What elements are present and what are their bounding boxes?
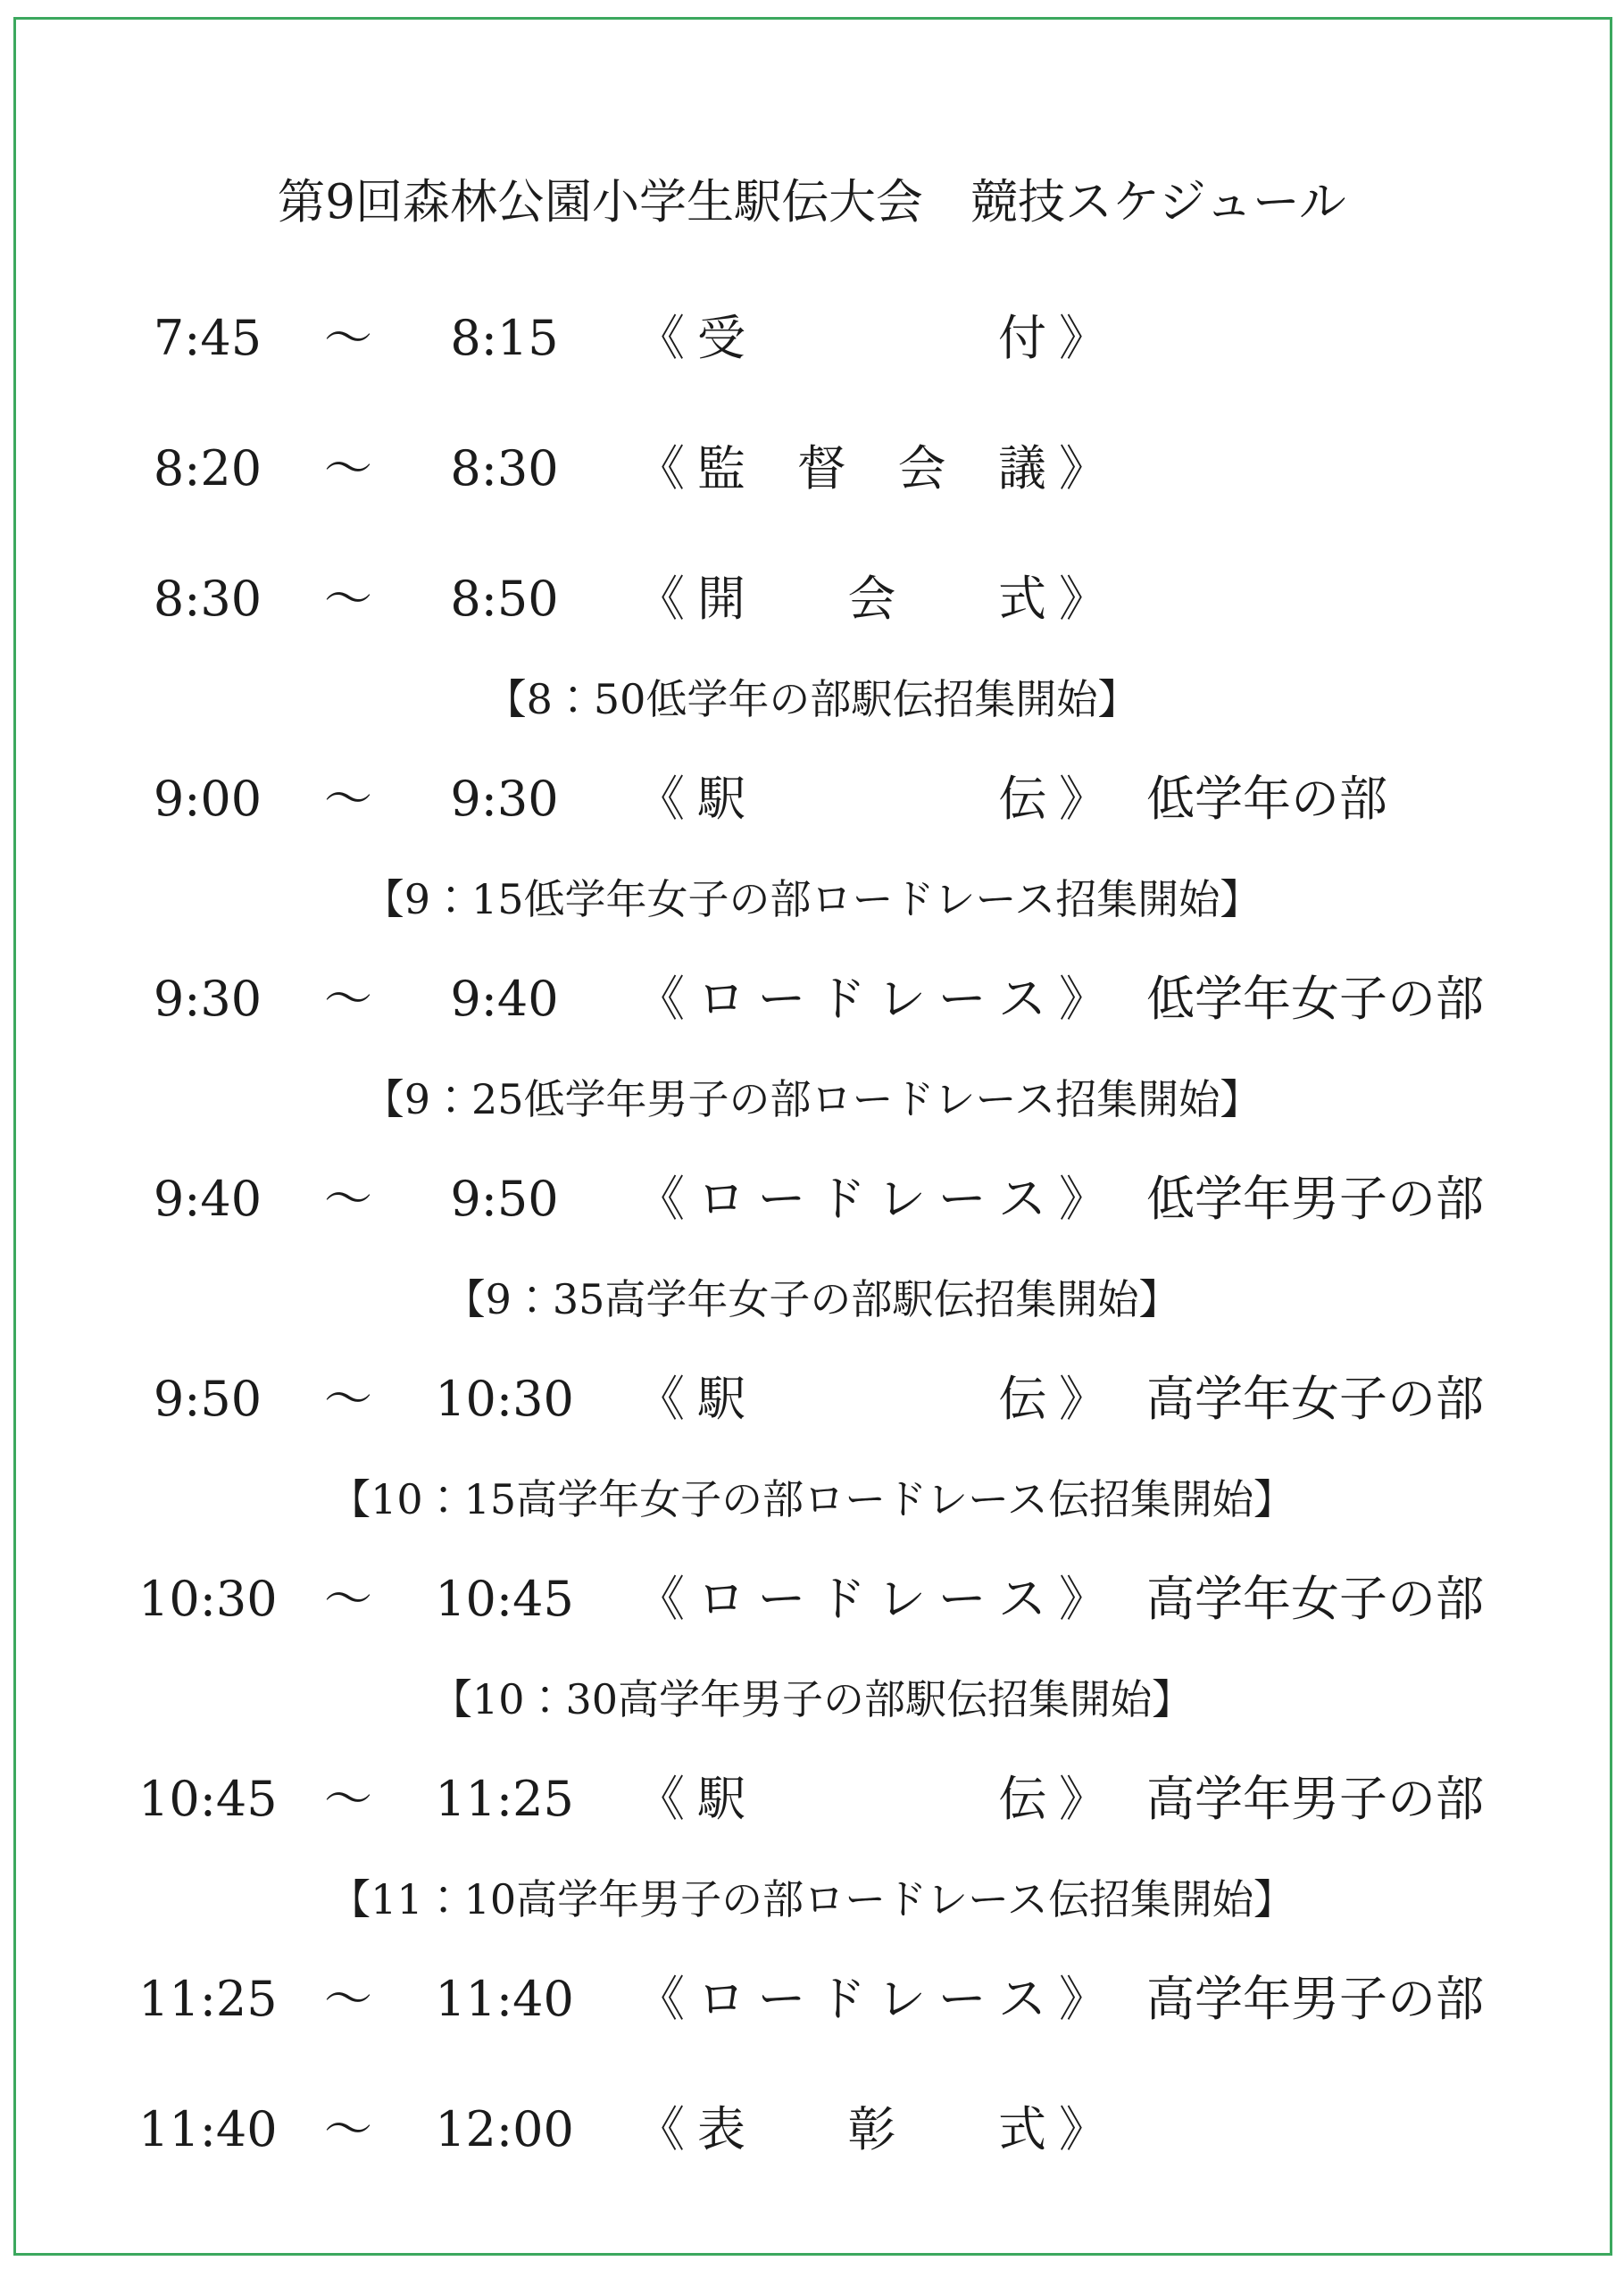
event-box <box>637 310 1107 366</box>
tilde-separator: ～ <box>324 1971 372 2027</box>
event-box <box>637 440 1107 496</box>
event-char: ス <box>997 1171 1046 1227</box>
schedule-row <box>0 1973 1624 2025</box>
time-start: 7:45 <box>153 310 262 366</box>
event-char: ス <box>997 1571 1046 1627</box>
event-char: ー <box>757 1171 806 1227</box>
note-text: 【10：30高学年男子の部駅伝招集開始】 <box>430 1675 1194 1723</box>
time-end: 11:40 <box>435 1971 574 2027</box>
event-char: レ <box>878 971 927 1027</box>
event-open-bracket: 《 <box>637 440 685 496</box>
event-category: 低学年の部 <box>1146 771 1387 827</box>
event-category: 高学年女子の部 <box>1146 1571 1484 1627</box>
event-char: 伝 <box>998 1371 1046 1427</box>
event-char: 彰 <box>847 2101 896 2157</box>
event-name <box>685 773 1059 825</box>
time-end: 10:45 <box>435 1571 574 1627</box>
event-box <box>637 773 1107 825</box>
time-start: 11:40 <box>138 2101 278 2157</box>
page-title: 第9回森林公園小学生駅伝大会 競技スケジュール <box>278 175 1346 229</box>
schedule-row <box>0 440 1624 496</box>
time-start: 11:25 <box>138 1971 278 2027</box>
time-start: 9:50 <box>153 1371 262 1427</box>
time-start: 10:45 <box>138 1771 278 1827</box>
event-char: ロ <box>697 971 745 1027</box>
time-end: 10:30 <box>435 1371 574 1427</box>
muster-note <box>0 1473 1624 1525</box>
event-open-bracket: 《 <box>637 1371 685 1427</box>
event-open-bracket: 《 <box>637 971 685 1027</box>
time-start: 9:00 <box>153 771 262 827</box>
event-close-bracket: 》 <box>1059 2101 1107 2157</box>
schedule-row <box>0 573 1624 625</box>
event-char: ロ <box>697 1971 745 2027</box>
tilde-separator: ～ <box>324 1771 372 1827</box>
event-char: 伝 <box>998 1771 1046 1827</box>
time-start: 9:40 <box>153 1171 262 1227</box>
event-category: 低学年女子の部 <box>1146 971 1484 1027</box>
event-char: 議 <box>997 440 1046 496</box>
note-text: 【10：15高学年女子の部ロードレース伝招集開始】 <box>329 1475 1295 1523</box>
event-close-bracket: 》 <box>1059 971 1107 1027</box>
event-char: 督 <box>797 440 846 496</box>
schedule-row <box>0 310 1624 366</box>
schedule-row <box>0 1173 1624 1225</box>
tilde-separator: ～ <box>324 1371 372 1427</box>
event-open-bracket: 《 <box>637 1971 685 2027</box>
muster-note <box>0 873 1624 925</box>
event-char: レ <box>878 1971 927 2027</box>
event-open-bracket: 《 <box>637 1171 685 1227</box>
event-char: ー <box>937 971 987 1027</box>
event-open-bracket: 《 <box>637 771 685 827</box>
event-box <box>637 1973 1107 2025</box>
event-char: 会 <box>897 440 946 496</box>
tilde-separator: ～ <box>324 771 372 827</box>
schedule-list <box>0 310 1624 2157</box>
event-box <box>637 1573 1107 1625</box>
note-text: 【8：50低学年の部駅伝招集開始】 <box>485 675 1139 723</box>
event-name <box>685 1573 1059 1625</box>
event-category: 高学年女子の部 <box>1146 1371 1484 1427</box>
time-end: 8:30 <box>450 440 559 496</box>
event-char: 式 <box>998 2101 1046 2157</box>
event-char: ー <box>757 1971 806 2027</box>
event-char: ド <box>817 1571 866 1627</box>
event-category: 高学年男子の部 <box>1146 1971 1484 2027</box>
event-close-bracket: 》 <box>1059 1971 1107 2027</box>
note-text: 【9：25低学年男子の部ロードレース招集開始】 <box>362 1075 1262 1123</box>
event-char: ー <box>937 1571 987 1627</box>
event-name <box>685 440 1059 496</box>
event-box <box>637 1773 1107 1825</box>
event-close-bracket: 》 <box>1059 440 1107 496</box>
event-close-bracket: 》 <box>1059 1171 1107 1227</box>
schedule-row <box>0 973 1624 1025</box>
time-start: 10:30 <box>138 1571 278 1627</box>
event-char: 駅 <box>697 1771 745 1827</box>
time-end: 9:50 <box>450 1171 559 1227</box>
event-char: ド <box>817 971 866 1027</box>
event-char: ス <box>997 971 1046 1027</box>
event-char: 開 <box>697 571 745 627</box>
event-close-bracket: 》 <box>1059 771 1107 827</box>
time-end: 9:40 <box>450 971 559 1027</box>
event-char: 伝 <box>998 771 1046 827</box>
event-box <box>637 573 1107 625</box>
event-char: ド <box>817 1971 866 2027</box>
event-box <box>637 2101 1107 2157</box>
event-char: 式 <box>998 571 1046 627</box>
event-char: 表 <box>697 2101 745 2157</box>
event-char: ー <box>757 971 806 1027</box>
schedule-row <box>0 1373 1624 1425</box>
event-char: ロ <box>697 1571 745 1627</box>
time-end: 8:15 <box>450 310 559 366</box>
event-char: 付 <box>998 310 1046 366</box>
time-end: 12:00 <box>435 2101 574 2157</box>
event-char: 監 <box>697 440 745 496</box>
event-name <box>685 1173 1059 1225</box>
tilde-separator: ～ <box>324 440 372 496</box>
event-close-bracket: 》 <box>1059 1571 1107 1627</box>
event-name <box>685 973 1059 1025</box>
event-char: ー <box>937 1171 987 1227</box>
event-open-bracket: 《 <box>637 1571 685 1627</box>
time-end: 8:50 <box>450 571 559 627</box>
event-category: 低学年男子の部 <box>1146 1171 1484 1227</box>
time-end: 11:25 <box>435 1771 574 1827</box>
event-open-bracket: 《 <box>637 571 685 627</box>
tilde-separator: ～ <box>324 1171 372 1227</box>
event-open-bracket: 《 <box>637 1771 685 1827</box>
event-open-bracket: 《 <box>637 310 685 366</box>
time-start: 9:30 <box>153 971 262 1027</box>
muster-note <box>0 1873 1624 1925</box>
time-start: 8:20 <box>153 440 262 496</box>
event-char: ス <box>997 1971 1046 2027</box>
schedule-row <box>0 1773 1624 1825</box>
event-box <box>637 973 1107 1025</box>
schedule-row <box>0 773 1624 825</box>
event-close-bracket: 》 <box>1059 1771 1107 1827</box>
note-text: 【11：10高学年男子の部ロードレース伝招集開始】 <box>329 1875 1295 1923</box>
event-category: 高学年男子の部 <box>1146 1771 1484 1827</box>
time-end: 9:30 <box>450 771 559 827</box>
event-open-bracket: 《 <box>637 2101 685 2157</box>
event-char: レ <box>878 1571 927 1627</box>
event-name <box>685 573 1059 625</box>
event-name <box>685 2101 1059 2157</box>
event-name <box>685 1773 1059 1825</box>
event-close-bracket: 》 <box>1059 571 1107 627</box>
event-name <box>685 310 1059 366</box>
event-char: ー <box>937 1971 987 2027</box>
event-char: レ <box>878 1171 927 1227</box>
event-box <box>637 1373 1107 1425</box>
event-name <box>685 1973 1059 2025</box>
schedule-row <box>0 1573 1624 1625</box>
event-char: ロ <box>697 1171 745 1227</box>
tilde-separator: ～ <box>324 310 372 366</box>
event-char: 駅 <box>697 1371 745 1427</box>
event-char: 会 <box>847 571 896 627</box>
tilde-separator: ～ <box>324 971 372 1027</box>
event-char: ー <box>757 1571 806 1627</box>
muster-note <box>0 1273 1624 1325</box>
event-close-bracket: 》 <box>1059 310 1107 366</box>
muster-note <box>0 1073 1624 1125</box>
tilde-separator: ～ <box>324 1571 372 1627</box>
event-char: 受 <box>697 310 745 366</box>
muster-note <box>0 1673 1624 1725</box>
note-text: 【9：15低学年女子の部ロードレース招集開始】 <box>362 875 1262 923</box>
event-char: ド <box>817 1171 866 1227</box>
event-char: 駅 <box>697 771 745 827</box>
muster-note <box>0 673 1624 725</box>
event-name <box>685 1373 1059 1425</box>
note-text: 【9：35高学年女子の部駅伝招集開始】 <box>444 1275 1180 1323</box>
event-box <box>637 1173 1107 1225</box>
event-close-bracket: 》 <box>1059 1371 1107 1427</box>
tilde-separator: ～ <box>324 2101 372 2157</box>
schedule-row <box>0 2101 1624 2157</box>
tilde-separator: ～ <box>324 571 372 627</box>
time-start: 8:30 <box>153 571 262 627</box>
